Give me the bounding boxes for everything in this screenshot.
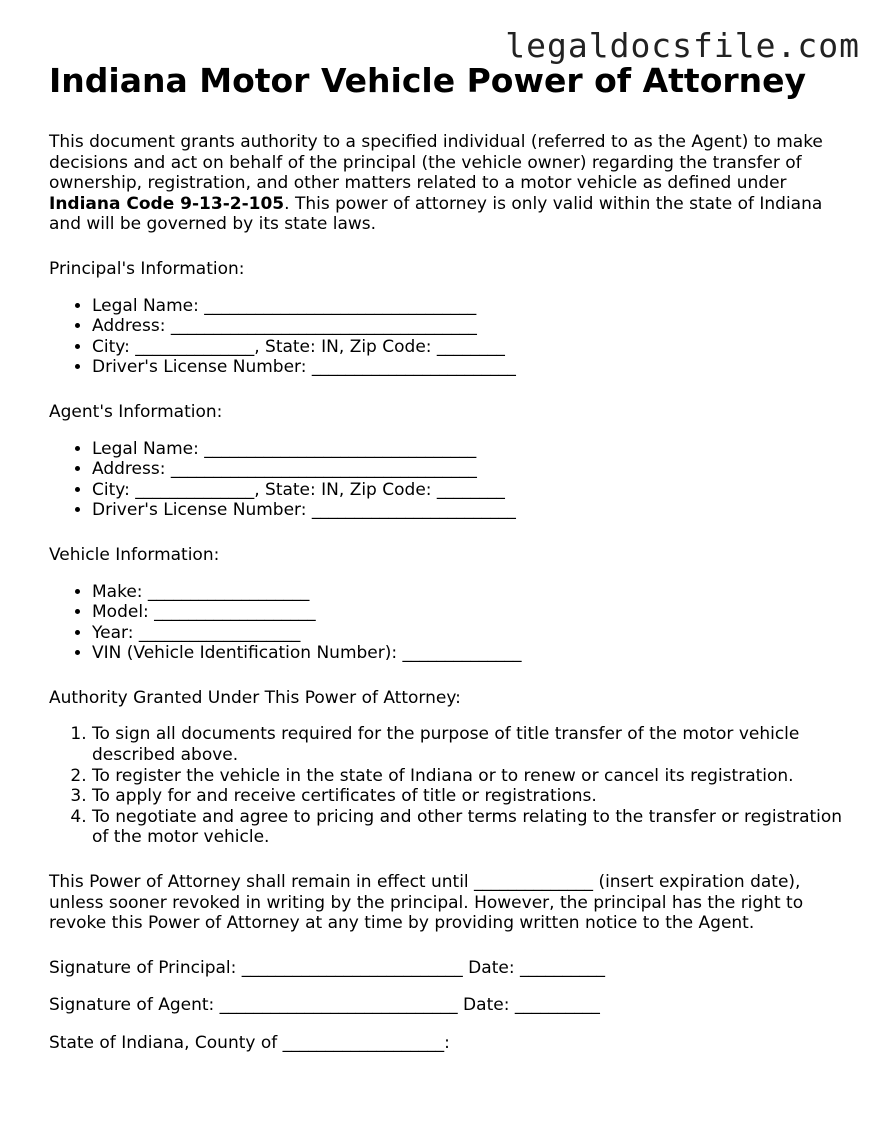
vehicle-make: • Make: ___________________ — [92, 582, 849, 603]
principal-legal-name: • Legal Name: ________________________________ — [92, 296, 849, 317]
vehicle-year: • Year: ___________________ — [92, 623, 849, 644]
effect-paragraph: This Power of Attorney shall remain in effect until ______________ (insert expiration date), unless sooner revoked in writing by the principal. However, the principal has the right to revoke this Power of Attorney at any time by providing written notice to the Agent. — [49, 872, 804, 934]
agent-legal-name: • Legal Name: ________________________________ — [92, 439, 849, 460]
indiana-code-reference: Indiana Code 9-13-2-105 — [49, 193, 285, 214]
principal-signature-line: Signature of Principal: __________________________ Date: __________ — [49, 957, 605, 978]
document-body — [49, 60, 849, 1054]
principal-license-number: • Driver's License Number: ________________________ — [92, 357, 849, 378]
agent-license-number: • Driver's License Number: ________________________ — [92, 500, 849, 521]
authority-item: 4. To negotiate and agree to pricing and other terms relating to the transfer or registration of the motor vehicle. — [92, 807, 849, 848]
agent-signature-line: Signature of Agent: ____________________________ Date: __________ — [49, 995, 600, 1016]
vehicle-model: • Model: ___________________ — [92, 602, 849, 623]
county-line: State of Indiana, County of ___________________: — [49, 1033, 450, 1053]
intro-paragraph — [49, 132, 849, 235]
vehicle-info-list — [49, 582, 849, 664]
watermark: legaldocsfile.com — [505, 26, 860, 65]
authority-list — [49, 724, 849, 848]
vehicle-vin: • VIN (Vehicle Identification Number): ______________ — [92, 643, 849, 664]
principal-city-state-zip: • City: ______________, State: IN, Zip Code: ________ — [92, 337, 849, 358]
intro-text-end: . This power of attorney is only valid within the state of Indiana and will be governed by its state laws. — [49, 193, 823, 235]
agent-city-state-zip: • City: ______________, State: IN, Zip Code: ________ — [92, 480, 849, 501]
principal-info-heading: Principal's Information: — [49, 258, 245, 279]
agent-address: • Address: ____________________________________ — [92, 459, 849, 480]
authority-heading: Authority Granted Under This Power of Attorney: — [49, 687, 461, 708]
authority-item: 2. To register the vehicle in the state of Indiana or to renew or cancel its registration. — [92, 766, 849, 787]
agent-info-list — [49, 439, 849, 521]
authority-item: 1. To sign all documents required for the purpose of title transfer of the motor vehicle described above. — [92, 724, 849, 765]
principal-info-list — [49, 296, 849, 378]
authority-item: 3. To apply for and receive certificates of title or registrations. — [92, 786, 849, 807]
agent-info-heading: Agent's Information: — [49, 401, 223, 422]
vehicle-info-heading: Vehicle Information: — [49, 544, 220, 565]
intro-text-start: This document grants authority to a specified individual (referred to as the Agent) to make decisions and act on behalf of the principal (the vehicle owner) regarding the transfer of ownership, registration, and other matters related to a motor vehicle as defined under — [49, 132, 823, 194]
principal-address: • Address: ____________________________________ — [92, 316, 849, 337]
document-title: Indiana Motor Vehicle Power of Attorney — [49, 61, 807, 100]
